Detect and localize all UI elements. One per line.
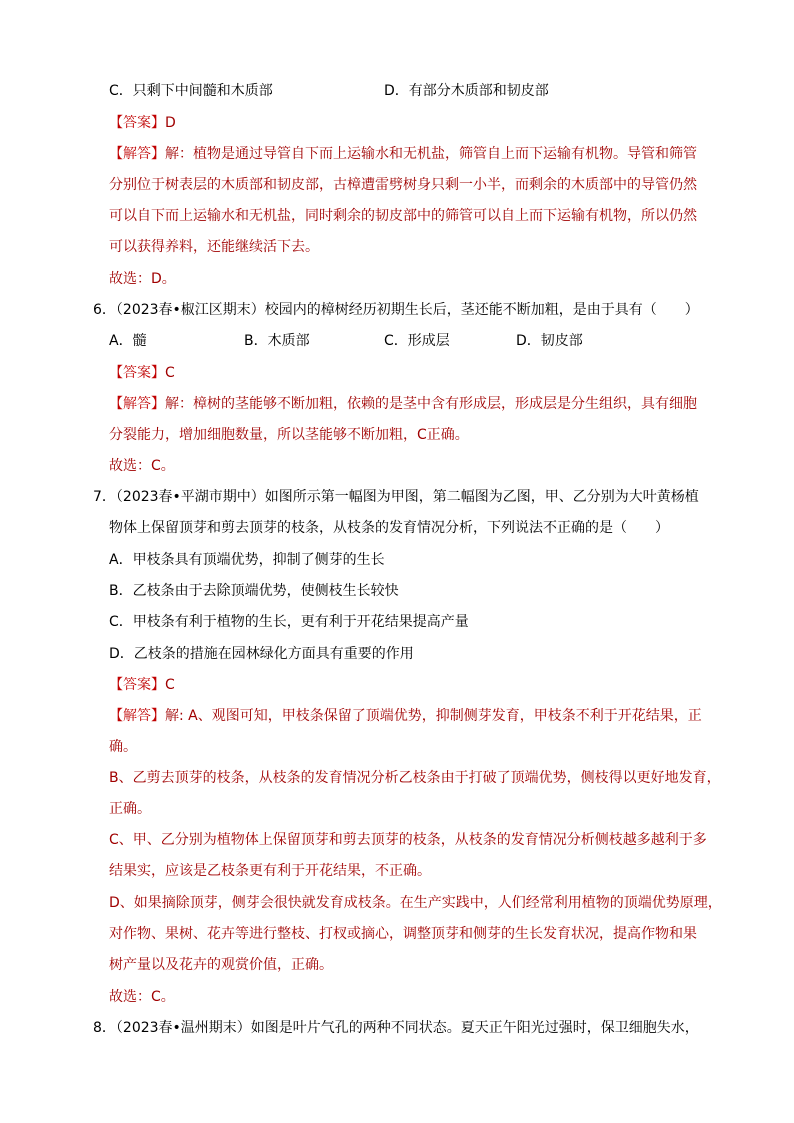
analysis-tag: 【解答】 — [109, 146, 165, 162]
q7-stem-line: 7．（2023春•平湖市期中）如图所示第一幅图为甲图，第二幅图为乙图，甲、乙分别为大叶黄杨植 — [93, 489, 699, 505]
q7-analysis-line: 确。 — [109, 739, 137, 755]
q7-answer — [109, 674, 794, 696]
q7-option-b: B．乙枝条由于去除顶端优势，使侧枝生长较快 — [109, 583, 399, 599]
q8-stem: 8．（2023春•温州期末）如图是叶片气孔的两种不同状态。夏天正午阳光过强时，保卫细胞失水， — [93, 1020, 699, 1036]
q7-stem-line: 物体上保留顶芽和剪去顶芽的枝条，从枝条的发育情况分析，下列说法不正确的是（ ） — [109, 520, 669, 536]
q6-option-b: B．木质部 — [244, 333, 310, 349]
analysis-text: 解：樟树的茎能够不断加粗，依赖的是茎中含有形成层，形成层是分生组织，具有细胞 — [165, 396, 697, 412]
q6-answer — [109, 362, 794, 384]
q7-analysis-line: 树产量以及花卉的观赏价值，正确。 — [109, 957, 333, 973]
q7-conclusion: 故选：C。 — [109, 989, 175, 1005]
q6-option-c: C．形成层 — [384, 333, 450, 349]
answer-value: C — [165, 365, 175, 381]
q7-analysis-line: 结果实，应该是乙枝条更有利于开花结果，不正确。 — [109, 863, 431, 879]
q7-analysis-line: 正确。 — [109, 801, 151, 817]
q6-analysis-line: 分裂能力，增加细胞数量，所以茎能够不断加粗，C正确。 — [109, 427, 469, 443]
q5-conclusion: 故选：D。 — [109, 271, 176, 287]
q5-analysis-line — [109, 143, 794, 165]
q5-analysis-line: 分别位于树表层的木质部和韧皮部，古樟遭雷劈树身只剩一小半，而剩余的木质部中的导管仍然 — [109, 177, 697, 193]
q6-conclusion: 故选：C。 — [109, 458, 175, 474]
q6-analysis-line — [109, 393, 794, 415]
q5-analysis-line: 可以获得养料，还能继续活下去。 — [109, 239, 319, 255]
q7-option-d: D．乙枝条的措施在园林绿化方面具有重要的作用 — [109, 646, 414, 662]
q7-analysis-line: B、乙剪去顶芽的枝条，从枝条的发育情况分析乙枝条由于打破了顶端优势，侧枝得以更好地发育， — [109, 770, 721, 786]
q6-stem: 6．（2023春•椒江区期末）校园内的樟树经历初期生长后，茎还能不断加粗，是由于具有（ ） — [93, 302, 699, 318]
q5-options-row — [0, 80, 794, 102]
analysis-tag: 【解答】 — [109, 708, 165, 724]
q7-analysis-line — [109, 705, 794, 727]
q5-option-d: D．有部分木质部和韧皮部 — [384, 83, 549, 99]
q7-option-a: A．甲枝条具有顶端优势，抑制了侧芽的生长 — [109, 552, 385, 568]
q6-options-row — [0, 330, 794, 352]
q5-analysis-line: 可以自下而上运输水和无机盐，同时剩余的韧皮部中的筛管可以自上而下运输有机物，所以仍然 — [109, 208, 697, 224]
answer-tag: 【答案】 — [109, 677, 165, 693]
analysis-tag: 【解答】 — [109, 396, 165, 412]
q7-option-c: C．甲枝条有利于植物的生长，更有利于开花结果提高产量 — [109, 614, 469, 630]
q5-option-c: C．只剩下中间髓和木质部 — [109, 83, 273, 99]
q5-answer — [109, 112, 794, 134]
answer-value: C — [165, 677, 175, 693]
analysis-text: 解: A、观图可知，甲枝条保留了顶端优势，抑制侧芽发育，甲枝条不利于开花结果，正 — [165, 708, 702, 724]
answer-value: D — [165, 115, 176, 131]
q7-analysis-line: 对作物、果树、花卉等进行整枝、打杈或摘心，调整顶芽和侧芽的生长发育状况，提高作物和果 — [109, 926, 697, 942]
q7-analysis-line: C、甲、乙分别为植物体上保留顶芽和剪去顶芽的枝条，从枝条的发育情况分析侧枝越多越利于多 — [109, 832, 707, 848]
answer-tag: 【答案】 — [109, 115, 165, 131]
q6-option-a: A．髓 — [109, 333, 147, 349]
answer-tag: 【答案】 — [109, 365, 165, 381]
analysis-text: 解：植物是通过导管自下而上运输水和无机盐，筛管自上而下运输有机物。导管和筛管 — [165, 146, 697, 162]
q6-option-d: D．韧皮部 — [516, 333, 583, 349]
q7-analysis-line: D、如果摘除顶芽，侧芽会很快就发育成枝条。在生产实践中，人们经常利用植物的顶端优势原理， — [109, 895, 722, 911]
